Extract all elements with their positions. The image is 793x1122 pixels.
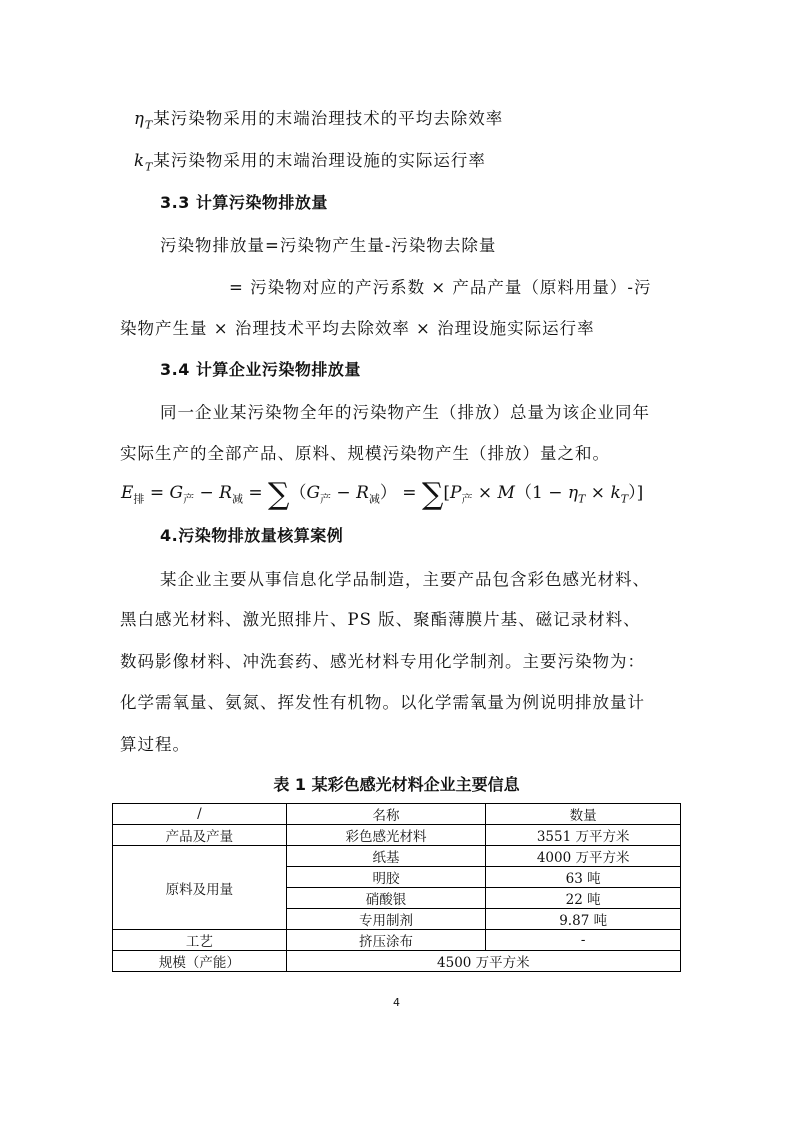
formula-times-1: × [472,483,498,503]
formula-equals-3: = [396,483,422,503]
process-quantity: - [486,930,681,951]
product-label: 产品及产量 [113,825,287,846]
formula-times-2: × [585,483,611,503]
formula-g-sub: 产 [183,492,195,506]
formula-p-sub: 产 [461,492,473,506]
eta-subscript: T [144,118,154,132]
formula-e-sub: 排 [133,492,145,506]
raw-name: 明胶 [286,867,486,888]
formula-bracket-open: [ [443,483,451,503]
page-number: 4 [393,996,400,1009]
formula-paren-close-1: ） [379,483,397,503]
s33-paragraph-1: 污染物排放量=污染物产生量-污染物去除量 [160,236,497,255]
formula-bracket-close: ] [636,483,644,503]
formula-m: M [497,483,515,503]
s34-paragraph-2: 实际生产的全部产品、原料、规模污染物产生（排放）量之和。 [120,444,610,463]
formula-equals-1: = [144,483,170,503]
process-name: 挤压涂布 [286,930,486,951]
table-row [113,930,681,951]
formula-paren-close-2: ） [628,483,637,503]
k-subscript: T [145,160,154,174]
definition-eta [134,105,503,131]
raw-quantity: 63 吨 [486,867,681,888]
formula-paren-open-1: （ [289,483,307,503]
table-row [113,825,681,846]
formula-r-2: R [356,483,369,503]
raw-name: 硝酸银 [286,888,486,909]
formula-one-minus: （1 − [514,483,568,503]
s34-paragraph-1: 同一企业某污染物全年的污染物产生（排放）总量为该企业同年 [160,403,650,422]
formula-eta: η [567,483,579,503]
formula-p: P [450,483,462,503]
formula-g-2: G [306,483,321,503]
formula-r: R [219,483,232,503]
header-name: 名称 [286,804,486,825]
process-label: 工艺 [113,930,287,951]
raw-material-label: 原料及用量 [113,846,287,930]
formula-k: k [610,483,621,503]
raw-quantity: 22 吨 [486,888,681,909]
table-row [113,846,681,867]
table-row [113,951,681,972]
table-caption: 表 1 某彩色感光材料企业主要信息 [273,775,520,794]
scale-value: 4500 万平方米 [286,951,680,972]
s4-paragraph-2: 黑白感光材料、激光照排片、PS 版、聚酯薄膜片基、磁记录材料、 [120,610,641,629]
raw-name: 纸基 [286,846,486,867]
section-4-heading: 4.污染物排放量核算案例 [160,526,344,545]
raw-quantity: 9.87 吨 [486,909,681,930]
eta-definition-text: 某污染物采用的末端治理技术的平均去除效率 [153,109,504,128]
company-info-table [112,803,681,972]
product-quantity: 3551 万平方米 [486,825,681,846]
header-slash: / [113,804,287,825]
s33-paragraph-3: 染物产生量 × 治理技术平均去除效率 × 治理设施实际运行率 [120,319,595,338]
formula-minus-1: − [194,483,220,503]
raw-name: 专用制剂 [286,909,486,930]
section-3-4-heading: 3.4 计算企业污染物排放量 [160,360,361,379]
product-name: 彩色感光材料 [286,825,486,846]
formula-r-sub-2: 减 [368,492,380,506]
formula-equals-2: = [242,483,269,503]
formula-sum-2: ∑ [421,477,444,512]
s33-paragraph-2: = 污染物对应的产污系数 × 产品产量（原料用量）-污 [229,278,652,297]
header-quantity: 数量 [486,804,681,825]
s4-paragraph-4: 化学需氧量、氨氮、挥发性有机物。以化学需氧量为例说明排放量计 [120,693,645,712]
s4-paragraph-3: 数码影像材料、冲洗套药、感光材料专用化学制剂。主要污染物为： [120,652,645,671]
formula-sum-1: ∑ [268,477,290,512]
formula-r-sub: 减 [231,492,243,506]
raw-quantity: 4000 万平方米 [486,846,681,867]
section-3-3-heading: 3.3 计算污染物排放量 [160,193,328,212]
formula-k-sub: T [620,492,629,506]
k-definition-text: 某污染物采用的末端治理设施的实际运行率 [153,151,486,170]
scale-label: 规模（产能） [113,951,287,972]
formula-e: E [121,483,134,503]
formula-g: G [169,483,184,503]
formula-g-sub-2: 产 [320,492,332,506]
definition-k [134,147,486,173]
k-symbol: k [134,151,145,170]
s4-paragraph-1: 某企业主要从事信息化学品制造，主要产品包含彩色感光材料、 [160,570,650,589]
table-header-row [113,804,681,825]
formula-minus-2: − [331,483,357,503]
s4-paragraph-5: 算过程。 [120,735,190,754]
formula-eta-sub: T [578,492,586,506]
eta-symbol: η [134,109,145,128]
emission-formula [121,477,643,512]
